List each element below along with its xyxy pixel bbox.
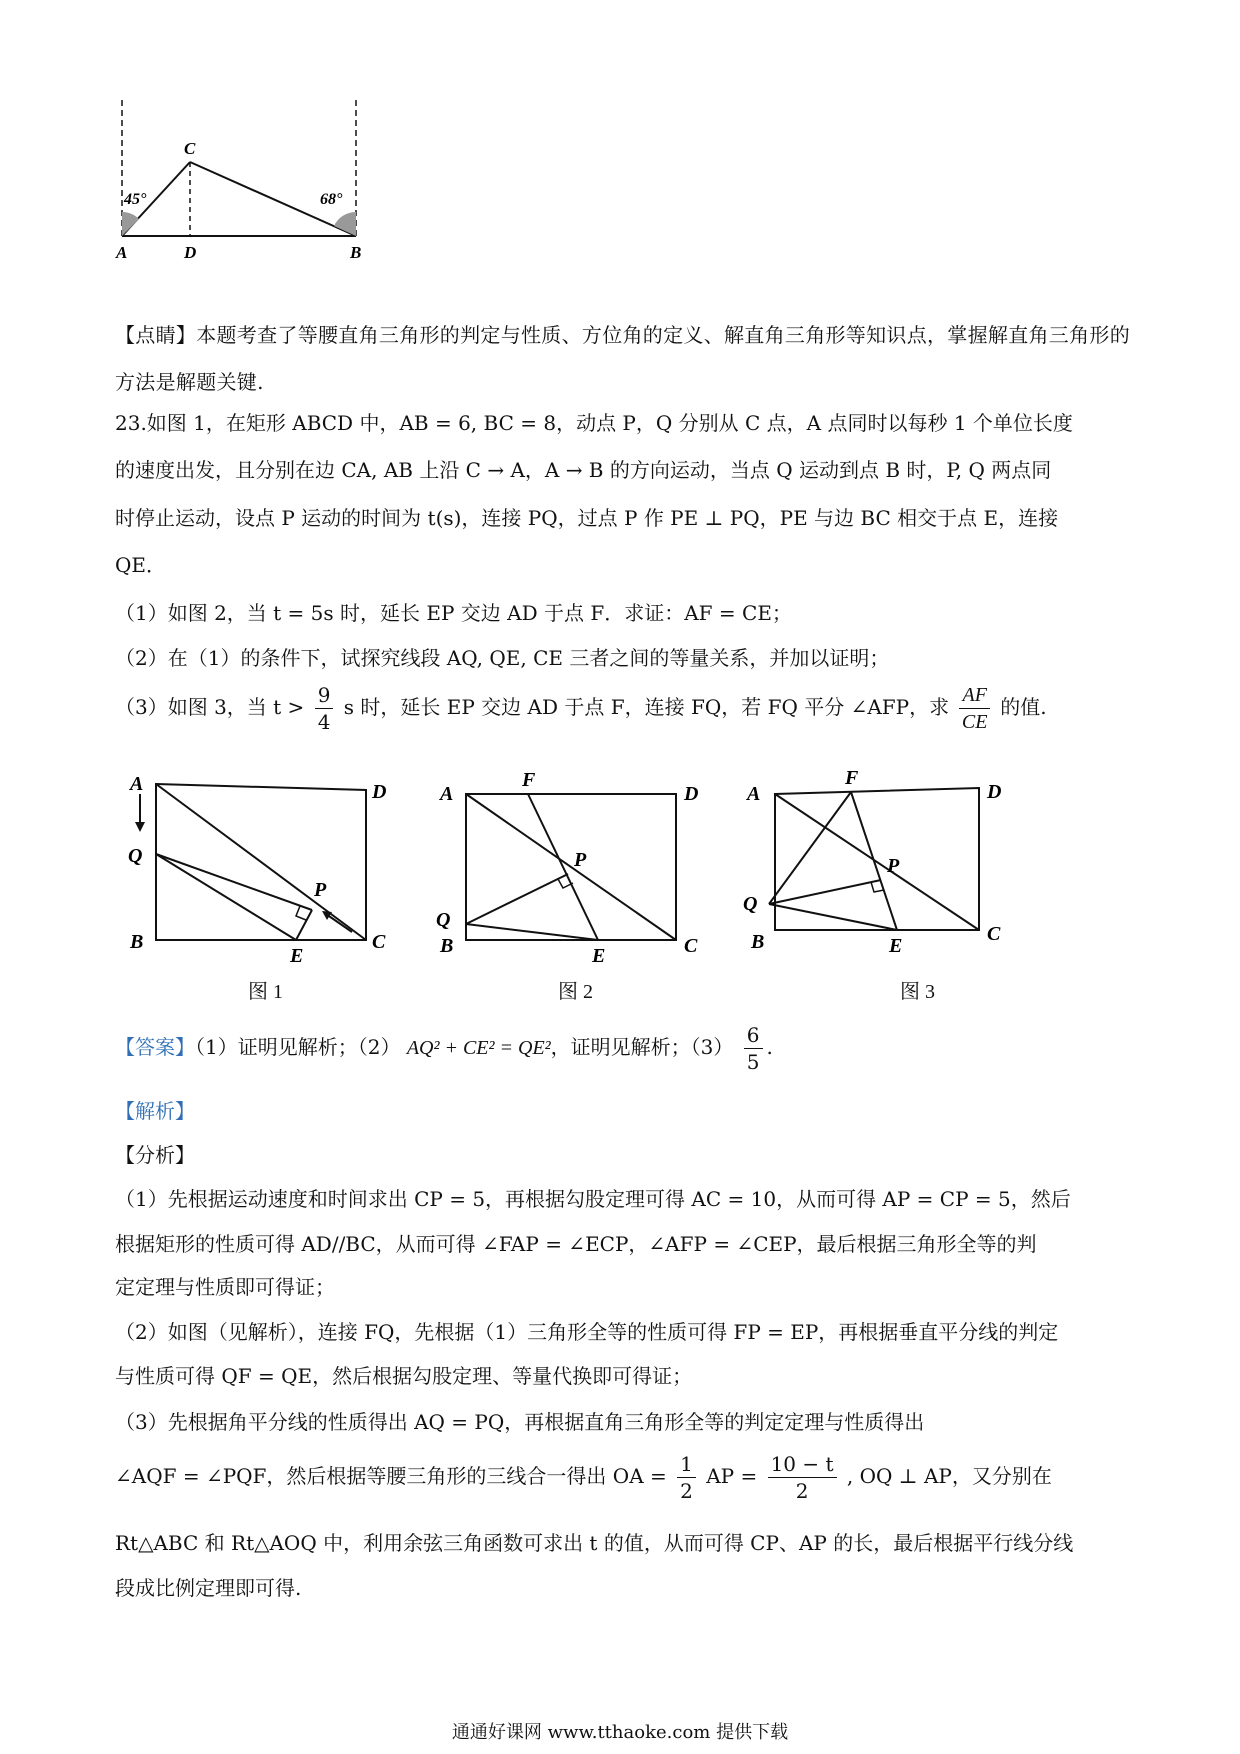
point-label-a: A <box>116 243 128 262</box>
fig1-arrowhead-p <box>322 911 332 920</box>
fig1-label-b: B <box>130 931 144 953</box>
fig3-label-b: B <box>751 931 765 953</box>
fig3-segment-qf <box>769 792 851 904</box>
fig1-label-a: A <box>130 773 144 795</box>
angle-mark-b <box>334 212 356 236</box>
fenxi-tag: 【分析】 <box>115 1143 195 1167</box>
fig1-arrow-c-to-p <box>326 914 352 932</box>
fig3-label-d: D <box>987 781 1002 803</box>
answer-part2: ，证明见解析；（3） <box>550 1035 734 1059</box>
fig3-label-q: Q <box>743 893 758 915</box>
q3-frac2-num: AF <box>959 682 989 709</box>
fig2-right-angle-mark <box>558 879 573 888</box>
answer-frac-num: 6 <box>744 1022 763 1049</box>
a3-frac2-den: 2 <box>795 1479 809 1503</box>
figure-3 <box>743 767 1005 970</box>
fig3-label-f: F <box>845 767 859 789</box>
a3-l2-pre: ∠AQF = ∠PQF，然后根据等腰三角形的三线合一得出 OA = <box>115 1464 667 1488</box>
fig2-label-f: F <box>522 769 536 791</box>
analysis-2-line-2: 与性质可得 QF = QE，然后根据勾股定理、等量代换即可得证； <box>115 1364 693 1388</box>
top-triangle-figure <box>116 100 420 280</box>
fig3-label-a: A <box>747 783 761 805</box>
fig3-diagonal-ac <box>775 794 979 930</box>
question-3 <box>115 682 1047 735</box>
answer-frac-den: 5 <box>746 1050 760 1074</box>
q3-frac-den: 4 <box>317 710 331 734</box>
dianjing-text: 本题考查了等腰直角三角形的判定与性质、方位角的定义、解直角三角形等知识点，掌握解直角三角形的方法是解题关键. <box>115 323 1131 394</box>
figure-2 <box>436 769 700 970</box>
fig2-label-a: A <box>440 783 454 805</box>
a3-l2-mid: AP = <box>706 1464 758 1488</box>
answer-tag: 【答案】 <box>115 1035 195 1059</box>
fig2-segment-qp <box>466 874 568 924</box>
angle-mark-a <box>122 212 139 236</box>
problem-line-1: 23.如图 1，在矩形 ABCD 中，AB = 6, BC = 8，动点 P，Q 分别从 C 点，A 点同时以每秒 1 个单位长度 <box>115 411 1073 435</box>
fig3-label-e: E <box>889 935 903 957</box>
fig1-arrowhead-down <box>135 822 145 832</box>
dianjing-tag: 【点睛】 <box>115 323 197 347</box>
fig1-segment-pe <box>296 910 312 940</box>
figure-1 <box>130 770 390 970</box>
question-2: （2）在（1）的条件下，试探究线段 AQ, QE, CE 三者之间的等量关系，并加以证明； <box>115 646 890 670</box>
q3-frac-num: 9 <box>315 682 334 709</box>
fig2-label-b: B <box>440 935 454 957</box>
fig2-label-e: E <box>592 945 606 967</box>
footer-watermark: 通通好课网 www.tthaoke.com 提供下载 <box>451 1722 789 1743</box>
fig2-diagonal-ac <box>466 794 676 940</box>
fig1-label-e: E <box>290 945 304 967</box>
problem-line-2: 的速度出发，且分别在边 CA, AB 上沿 C → A，A → B 的方向运动，当点 Q 运动到点 B 时，P, Q 两点同 <box>115 458 1052 482</box>
fig3-segment-qe <box>769 904 897 930</box>
q3-pre: （3）如图 3，当 t > <box>115 695 305 719</box>
fig1-label-p: P <box>314 879 327 901</box>
fig2-label-d: D <box>684 783 699 805</box>
fig1-label-c: C <box>372 931 386 953</box>
analysis-2-line-1: （2）如图（见解析），连接 FQ，先根据（1）三角形全等的性质可得 FP = EP，再根据垂直平分线的判定 <box>115 1320 1059 1344</box>
a3-frac1-num: 1 <box>677 1451 696 1478</box>
fig3-label-p: P <box>887 855 900 877</box>
q3-fraction-9-4 <box>315 682 334 735</box>
analysis-3-line-3: Rt△ABC 和 Rt△AOQ 中，利用余弦三角函数可求出 t 的值，从而可得 CP、AP 的长，最后根据平行线分线 <box>115 1531 1074 1555</box>
answer-formula: AQ² + CE² = QE² <box>406 1037 551 1059</box>
answer-line <box>115 1022 773 1075</box>
q3-mid: s 时，延长 EP 交边 AD 于点 F，连接 FQ，若 FQ 平分 ∠AFP，求 <box>343 695 950 719</box>
figure-2-caption: 图 2 <box>558 981 593 1003</box>
a3-frac1-den: 2 <box>680 1479 693 1503</box>
problem-line-3: 时停止运动，设点 P 运动的时间为 t(s)，连接 PQ，过点 P 作 PE ⊥ PQ，PE 与边 BC 相交于点 E，连接 <box>115 506 1059 530</box>
q3-post: 的值. <box>1000 695 1047 719</box>
fig2-label-q: Q <box>436 909 451 931</box>
fig1-diagonal-ac <box>156 784 366 940</box>
fig2-label-c: C <box>684 935 698 957</box>
figure-1-caption: 图 1 <box>248 981 283 1003</box>
answer-fraction <box>744 1022 763 1075</box>
fig1-label-d: D <box>372 781 387 803</box>
answer-end: . <box>766 1035 773 1059</box>
fig2-label-p: P <box>574 849 587 871</box>
fig3-label-c: C <box>987 923 1001 945</box>
a3-l2-post: , OQ ⊥ AP，又分别在 <box>846 1464 1052 1488</box>
analysis-3-line-2 <box>115 1451 1052 1504</box>
figure-3-caption: 图 3 <box>900 981 935 1003</box>
fig2-segment-fe <box>528 794 598 940</box>
q3-frac2-den: CE <box>961 711 988 733</box>
a3-fraction-10-t-2 <box>768 1451 837 1504</box>
q3-fraction-af-ce <box>959 682 989 735</box>
fig2-segment-qe <box>466 924 598 940</box>
point-label-b: B <box>350 243 362 262</box>
point-label-d: D <box>184 243 197 262</box>
analysis-3-line-1: （3）先根据角平分线的性质得出 AQ = PQ，再根据直角三角形全等的判定定理与性质得出 <box>115 1410 925 1434</box>
jiexi-tag: 【解析】 <box>115 1099 195 1123</box>
analysis-1-line-2: 根据矩形的性质可得 AD//BC，从而可得 ∠FAP = ∠ECP，∠AFP = ∠CEP，最后根据三角形全等的判 <box>115 1232 1037 1256</box>
a3-fraction-1-2 <box>677 1451 696 1504</box>
analysis-1-line-3: 定定理与性质即可得证； <box>115 1275 335 1299</box>
problem-line-4: QE． <box>115 553 166 577</box>
fig1-label-q: Q <box>128 845 143 867</box>
question-1: （1）如图 2，当 t = 5s 时，延长 EP 交边 AD 于点 F．求证：AF = CE； <box>115 601 792 625</box>
angle-label-45: 45° <box>124 191 147 208</box>
fig3-segment-qp <box>769 880 881 904</box>
analysis-3-line-4: 段成比例定理即可得. <box>115 1576 302 1600</box>
point-label-c: C <box>184 139 196 158</box>
a3-frac2-num: 10 − t <box>768 1451 837 1478</box>
dianjing-paragraph <box>115 312 1135 406</box>
answer-part1: （1）证明见解析；（2） <box>195 1035 401 1059</box>
angle-label-68: 68° <box>320 191 343 208</box>
analysis-1-line-1: （1）先根据运动速度和时间求出 CP = 5，再根据勾股定理可得 AC = 10，从而可得 AP = CP = 5，然后 <box>115 1187 1071 1211</box>
